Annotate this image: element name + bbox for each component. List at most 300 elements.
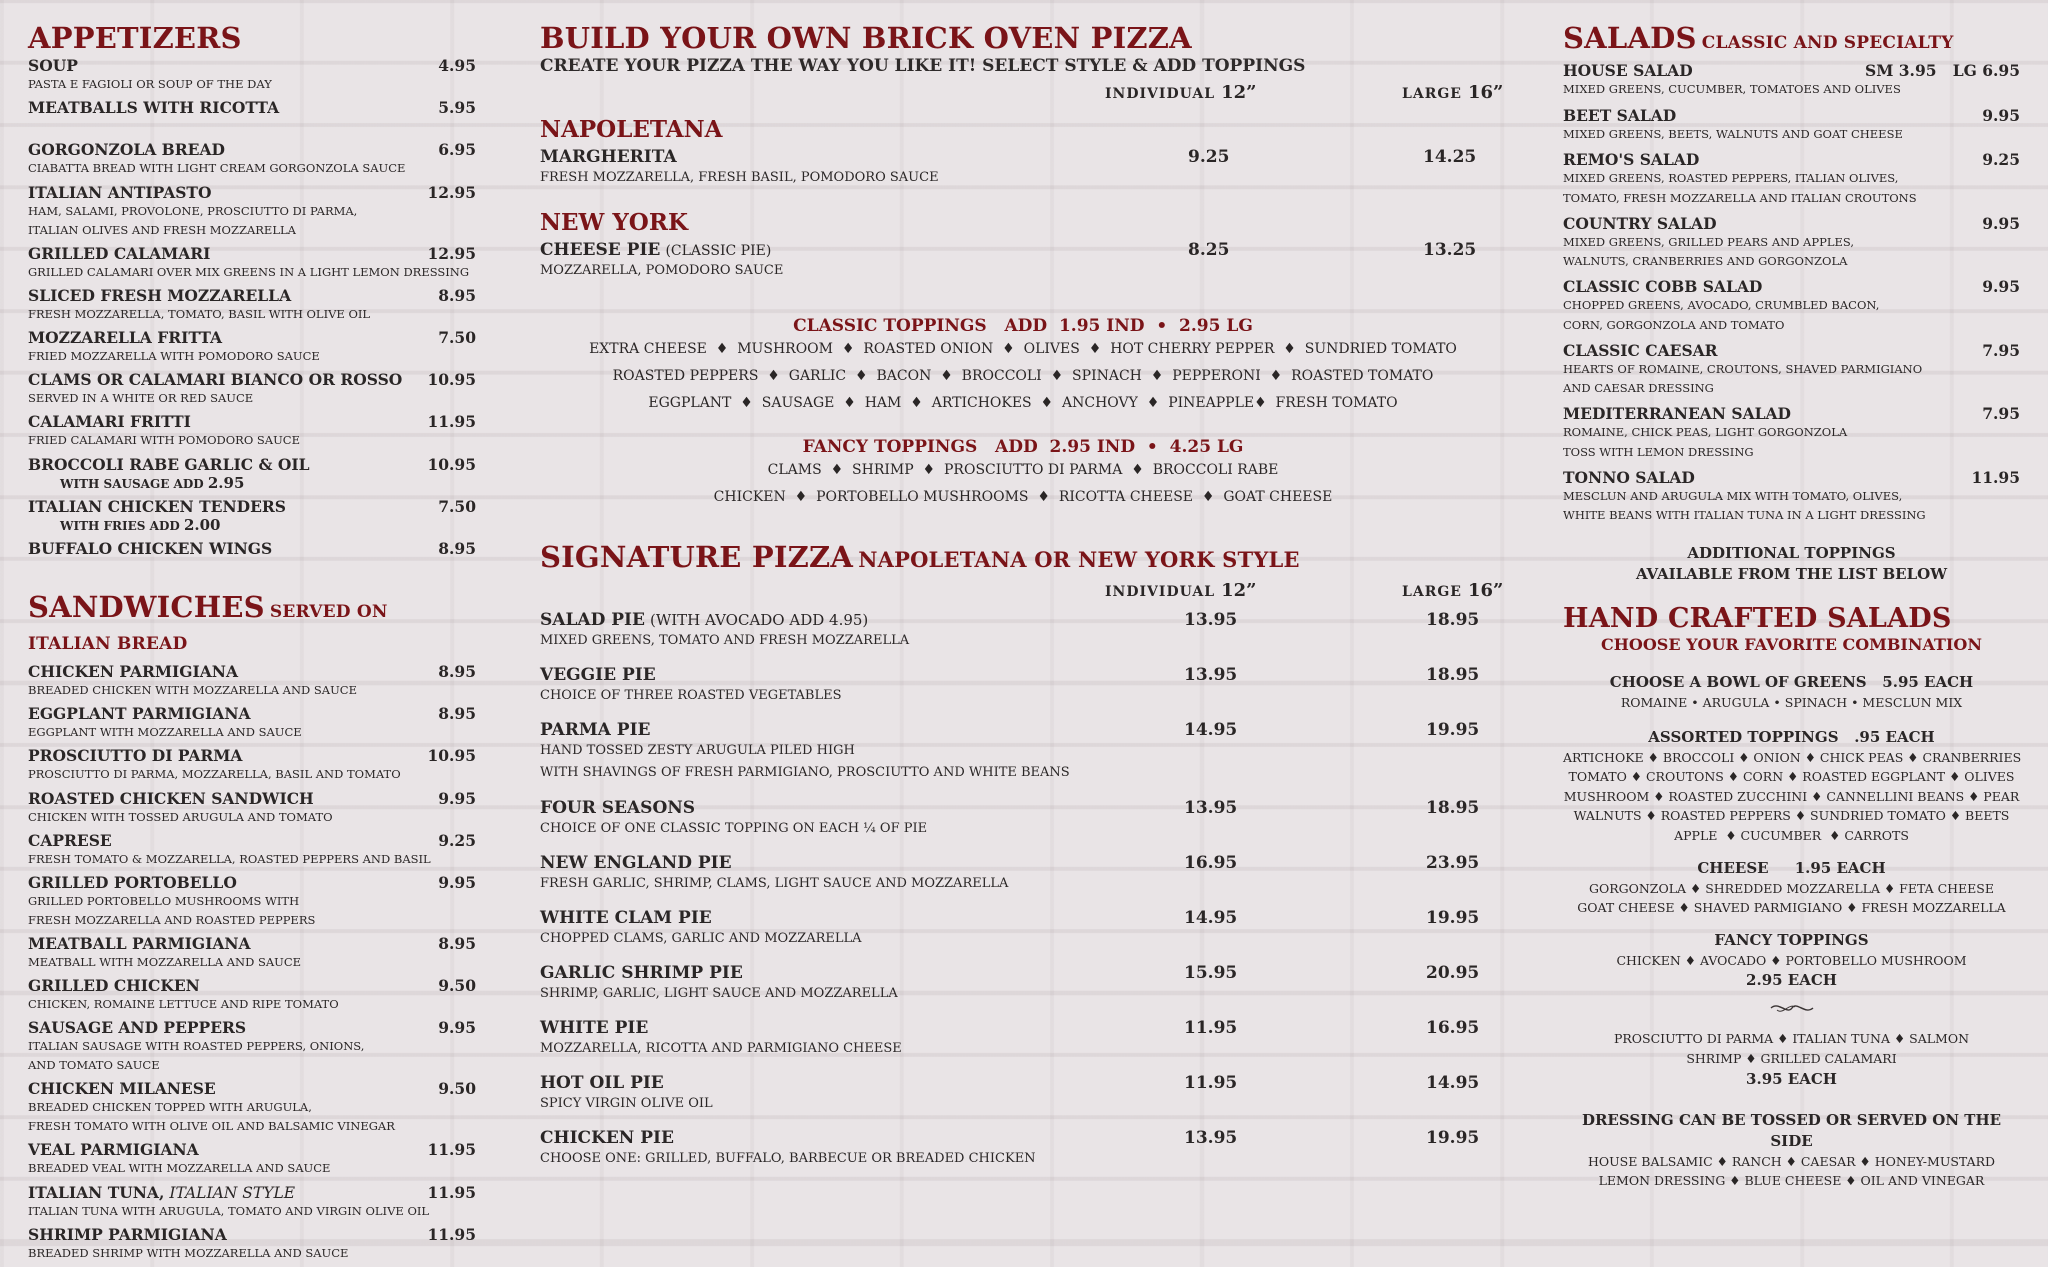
- pizza-desc: CHOOSE ONE: GRILLED, BUFFALO, BARBECUE OR BREADED CHICKEN: [540, 1151, 1036, 1166]
- item-name-text: MOZZARELLA FRITTA: [28, 327, 223, 347]
- sandwiches-heading: [28, 591, 476, 660]
- item-desc: PASTA E FAGIOLI OR SOUP OF THE DAY: [28, 77, 272, 91]
- item-row: [28, 183, 476, 202]
- pizza-name: PARMA PIE: [540, 720, 651, 740]
- item-row: [1563, 404, 2020, 423]
- item-name: REMO'S SALAD: [1563, 150, 1700, 169]
- item-name: CLASSIC COBB SALAD: [1563, 277, 1763, 296]
- item-price: 8.95: [438, 285, 476, 305]
- item-desc: GRILLED PORTOBELLO MUSHROOMS WITH: [28, 894, 300, 908]
- fancy-toppings-list: [540, 457, 1506, 511]
- size-individual: INDIVIDUAL 12”: [1105, 580, 1257, 601]
- menu-item: [28, 56, 476, 98]
- flourish-divider-icon: [1563, 999, 2020, 1021]
- item-name-text: CLAMS OR CALAMARI BIANCO OR ROSSO: [28, 370, 403, 390]
- price-12: 11.95: [1184, 1018, 1238, 1038]
- signature-size-header: [540, 580, 1506, 610]
- pizza-title-row: [540, 963, 1506, 983]
- item-desc: MESCLUN AND ARUGULA MIX WITH TOMATO, OLIVES,: [1563, 488, 1903, 503]
- menu-item: [28, 370, 476, 412]
- item-row: [28, 789, 476, 808]
- item-desc: MIXED GREENS, BEETS, WALNUTS AND GOAT CHEESE: [1563, 126, 1903, 141]
- item-desc: CORN, GORGONZOLA AND TOMATO: [1563, 317, 1785, 332]
- topping-row: SHRIMP ♦ GRILLED CALAMARI: [1686, 1050, 1897, 1066]
- salad-item: [1563, 404, 2020, 468]
- item-name: [28, 934, 251, 953]
- menu-item: [28, 539, 476, 581]
- menu-item: [28, 412, 476, 454]
- item-name: [28, 244, 210, 263]
- price-12: 11.95: [1184, 1073, 1238, 1093]
- item-note-price: 2.00: [183, 515, 221, 534]
- item-price: 7.50: [438, 327, 476, 347]
- classic-toppings-title: CLASSIC TOPPINGS ADD 1.95 IND • 2.95 LG: [793, 316, 1253, 336]
- item-price: 11.95: [427, 1182, 476, 1202]
- pizza-desc: FRESH MOZZARELLA, FRESH BASIL, POMODORO SAUCE: [540, 170, 939, 185]
- item-price: 11.95: [427, 1224, 476, 1244]
- item-row: [28, 328, 476, 347]
- item-price: 6.95: [438, 140, 476, 160]
- signature-pizza: [540, 853, 1506, 908]
- price-12: 16.95: [1184, 853, 1238, 873]
- item-price: 9.95: [1982, 277, 2020, 296]
- item-row: [1563, 61, 2020, 80]
- item-name: [28, 286, 291, 305]
- pizza-title-row: [540, 720, 1506, 740]
- price-16: 19.95: [1426, 720, 1480, 740]
- item-row: [1563, 468, 2020, 487]
- price-12: 13.95: [1184, 665, 1238, 685]
- price-12: 15.95: [1184, 963, 1238, 983]
- item-price: 9.25: [438, 830, 476, 850]
- price-16: 19.95: [1426, 908, 1480, 928]
- item-desc: WALNUTS, CRANBERRIES AND GORGONZOLA: [1563, 254, 1848, 268]
- pizza-desc: CHOPPED CLAMS, GARLIC AND MOZZARELLA: [540, 931, 862, 946]
- menu-item: [28, 1225, 476, 1267]
- item-name-text: MEATBALLS WITH RICOTTA: [28, 98, 280, 118]
- item-note-label: WITH SAUSAGE ADD: [60, 476, 204, 491]
- appetizers-list: [28, 56, 476, 581]
- signature-pizza: [540, 1018, 1506, 1073]
- item-row: [28, 370, 476, 389]
- item-name: [28, 370, 402, 389]
- menu-item: [28, 1079, 476, 1140]
- price-16: 20.95: [1426, 963, 1480, 983]
- menu-item: [28, 455, 476, 497]
- price-12: 9.25: [1188, 147, 1230, 167]
- item-name: [28, 831, 112, 850]
- item-desc: TOSS WITH LEMON DRESSING: [1563, 444, 1754, 459]
- item-name-text: CHICKEN MILANESE: [28, 1079, 216, 1099]
- fancy-salad-block: FANCY TOPPINGS CHICKEN ♦ AVOCADO ♦ PORTOBELLO MUSHROOM 2.95 EACH: [1563, 930, 2020, 992]
- item-name: MEDITERRANEAN SALAD: [1563, 404, 1791, 423]
- item-desc: WHITE BEANS WITH ITALIAN TUNA IN A LIGHT DRESSING: [1563, 508, 1926, 522]
- topping-row: CHICKEN ♦ AVOCADO ♦ PORTOBELLO MUSHROOM: [1616, 952, 1967, 968]
- item-desc: CHOPPED GREENS, AVOCADO, CRUMBLED BACON,: [1563, 298, 1880, 312]
- item-row: [28, 56, 476, 75]
- item-desc: GRILLED CALAMARI OVER MIX GREENS IN A LIGHT LEMON DRESSING: [28, 264, 470, 279]
- item-name-text: BROCCOLI RABE GARLIC & OIL: [28, 454, 310, 474]
- item-row: [28, 244, 476, 263]
- item-name-text: CHICKEN PARMIGIANA: [28, 662, 238, 682]
- salads-list: [1563, 61, 2020, 531]
- item-price: 9.50: [438, 1079, 476, 1099]
- signature-pizza: [540, 908, 1506, 963]
- signature-subtitle: NAPOLETANA OR NEW YORK STYLE: [858, 547, 1300, 572]
- classic-toppings-list: [540, 336, 1506, 417]
- menu-item: [28, 831, 476, 873]
- item-price: 9.50: [438, 976, 476, 996]
- item-price: 10.95: [427, 370, 476, 390]
- item-name: [28, 455, 310, 474]
- price-16: 18.95: [1426, 665, 1480, 685]
- menu-item: [28, 976, 476, 1018]
- signature-title: SIGNATURE PIZZA: [540, 540, 854, 574]
- topping-row: GORGONZOLA ♦ SHREDDED MOZZARELLA ♦ FETA CHEESE: [1588, 880, 1994, 896]
- item-price: 12.95: [427, 182, 476, 202]
- item-price: SM 3.95 LG 6.95: [1865, 61, 2020, 80]
- topping-row: ROASTED PEPPERS ♦ GARLIC ♦ BACON ♦ BROCCOLI ♦ SPINACH ♦ PEPPERONI ♦ ROASTED TOMATO: [612, 368, 1434, 384]
- cheese-block: CHEESE 1.95 EACH GORGONZOLA ♦ SHREDDED MOZZARELLA ♦ FETA CHEESE GOAT CHEESE ♦ SHAVED PARMIGIANO ♦ FRESH MOZZARELLA: [1563, 858, 2020, 918]
- salad-item: [1563, 214, 2020, 278]
- assorted-block: ASSORTED TOPPINGS .95 EACH ARTICHOKE ♦ BROCCOLI ♦ ONION ♦ CHICK PEAS ♦ CRANBERRIES TOMATO ♦ CROUTONS ♦ CORN ♦ ROASTED EGGPLANT ♦ OLIVES MUSHROOM ♦ ROASTED ZUCCHINI ♦ CANNELLINI BEANS ♦ PEAR WALNUTS ♦ ROASTED PEPPERS ♦ SUNDRIED TOMATO ♦ BEETS APPLE ♦ CUCUMBER ♦ CARROTS: [1563, 727, 2020, 846]
- size-individual: INDIVIDUAL 12”: [1105, 82, 1257, 103]
- pizza-name: GARLIC SHRIMP PIE: [540, 963, 743, 983]
- topping-row: ARTICHOKE ♦ BROCCOLI ♦ ONION ♦ CHICK PEAS ♦ CRANBERRIES: [1563, 749, 2022, 765]
- menu-item: [28, 183, 476, 244]
- item-row: [1563, 106, 2020, 125]
- item-desc: MEATBALL WITH MOZZARELLA AND SAUCE: [28, 955, 302, 969]
- pizza-desc: SPICY VIRGIN OLIVE OIL: [540, 1096, 713, 1111]
- item-name: [28, 1183, 295, 1202]
- build-size-header: [540, 82, 1506, 112]
- signature-pizza: [540, 798, 1506, 853]
- signature-pizza: [540, 1073, 1506, 1128]
- item-name: [28, 1140, 199, 1159]
- item-row: [28, 1018, 476, 1037]
- price-16: 14.95: [1426, 1073, 1480, 1093]
- item-name-text: GORGONZOLA BREAD: [28, 140, 225, 160]
- item-name: [28, 539, 272, 558]
- menu-item: [28, 1140, 476, 1182]
- item-row: [28, 1183, 476, 1202]
- price-16: 14.25: [1423, 147, 1477, 167]
- item-row: [28, 1225, 476, 1244]
- item-price: 9.95: [438, 788, 476, 808]
- item-name: [28, 328, 222, 347]
- topping-row: MUSHROOM ♦ ROASTED ZUCCHINI ♦ CANNELLINI BEANS ♦ PEAR: [1563, 788, 2020, 804]
- salads-heading: [1563, 22, 2020, 59]
- pizza-desc: MOZZARELLA, RICOTTA AND PARMIGIANO CHEESE: [540, 1041, 902, 1056]
- size-large: LARGE 16”: [1402, 580, 1504, 601]
- signature-pizza: [540, 963, 1506, 1018]
- item-name-text: SOUP: [28, 56, 78, 75]
- item-name-text: CAPRESE: [28, 830, 112, 850]
- item-price: 7.95: [1982, 404, 2020, 423]
- pizza-name: HOT OIL PIE: [540, 1073, 664, 1093]
- item-name: [28, 140, 225, 159]
- item-row: [28, 140, 476, 159]
- item-price: 8.95: [438, 704, 476, 724]
- item-name: [28, 98, 279, 117]
- pizza-title-row: [540, 908, 1506, 928]
- item-desc: CIABATTA BREAD WITH LIGHT CREAM GORGONZOLA SAUCE: [28, 161, 406, 176]
- pizza-name: NEW ENGLAND PIE: [540, 853, 732, 873]
- item-name-italic: ITALIAN STYLE: [169, 1183, 296, 1202]
- price-12: 14.95: [1184, 720, 1238, 740]
- menu-item: [28, 286, 476, 328]
- menu-item: [28, 328, 476, 370]
- item-price: 7.95: [1982, 340, 2020, 360]
- topping-row: CHICKEN ♦ PORTOBELLO MUSHROOMS ♦ RICOTTA CHEESE ♦ GOAT CHEESE: [713, 489, 1333, 505]
- item-desc: MIXED GREENS, CUCUMBER, TOMATOES AND OLIVES: [1563, 82, 1901, 96]
- fancy-toppings-title: FANCY TOPPINGS ADD 2.95 IND • 4.25 LG: [802, 437, 1244, 457]
- menu-item: [28, 789, 476, 831]
- pizza-desc: MIXED GREENS, TOMATO AND FRESH MOZZARELLA: [540, 633, 910, 648]
- item-row: [1563, 214, 2020, 233]
- item-row: [28, 831, 476, 850]
- price-12: 13.95: [1184, 610, 1238, 630]
- pizza-desc: FRESH GARLIC, SHRIMP, CLAMS, LIGHT SAUCE AND MOZZARELLA: [540, 876, 1009, 891]
- item-price: 8.95: [438, 934, 476, 953]
- napoletana-title: NAPOLETANA: [540, 116, 723, 143]
- item-price: 11.95: [427, 412, 476, 432]
- menu-item: [28, 140, 476, 182]
- item-note: [60, 474, 476, 492]
- item-desc: AND CAESAR DRESSING: [1563, 381, 1714, 395]
- item-name: [28, 976, 200, 995]
- pizza-name: CHICKEN PIE: [540, 1128, 674, 1148]
- sandwiches-list: [28, 662, 476, 1267]
- item-note-label: WITH FRIES ADD: [60, 518, 180, 533]
- item-name-text: PROSCIUTTO DI PARMA: [28, 746, 243, 766]
- pizza-margherita: [540, 147, 1506, 189]
- topping-row: TOMATO ♦ CROUTONS ♦ CORN ♦ ROASTED EGGPLANT ♦ OLIVES: [1568, 769, 2015, 785]
- price-16: 16.95: [1426, 1018, 1480, 1038]
- signature-pizza: [540, 610, 1506, 665]
- item-row: [28, 873, 476, 892]
- salad-item: [1563, 106, 2020, 151]
- item-row: [28, 286, 476, 305]
- item-price: 9.95: [1982, 105, 2020, 125]
- menu-item: [28, 873, 476, 934]
- item-desc: HAM, SALAMI, PROVOLONE, PROSCIUTTO DI PARMA,: [28, 203, 358, 218]
- pizza-title-row: [540, 1018, 1506, 1038]
- pizza-desc: MOZZARELLA, POMODORO SAUCE: [540, 263, 784, 278]
- pizza-title-row: [540, 1073, 1506, 1093]
- item-name-text: VEAL PARMIGIANA: [28, 1140, 199, 1160]
- salad-item: [1563, 468, 2020, 532]
- item-name: [28, 56, 78, 75]
- topping-row: APPLE ♦ CUCUMBER ♦ CARROTS: [1674, 827, 1909, 843]
- item-name-text: GRILLED CALAMARI: [28, 243, 211, 263]
- menu-item: [28, 1183, 476, 1225]
- salad-item: [1563, 150, 2020, 214]
- size-large: LARGE 16”: [1402, 82, 1504, 103]
- item-price: 11.95: [1971, 467, 2020, 487]
- item-desc: MIXED GREENS, GRILLED PEARS AND APPLES,: [1563, 234, 1854, 249]
- price-16: 18.95: [1426, 610, 1480, 630]
- item-desc: BREADED CHICKEN WITH MOZZARELLA AND SAUCE: [28, 683, 357, 698]
- pizza-name: VEGGIE PIE: [540, 665, 656, 685]
- item-price: 8.95: [438, 662, 476, 682]
- item-note-price: 2.95: [207, 473, 245, 492]
- item-row: [1563, 150, 2020, 169]
- topping-row: WALNUTS ♦ ROASTED PEPPERS ♦ SUNDRIED TOMATO ♦ BEETS: [1573, 808, 2010, 824]
- pizza-title-row: [540, 665, 1506, 685]
- sandwiches-title: SANDWICHES: [28, 590, 265, 625]
- premium-block: PROSCIUTTO DI PARMA ♦ ITALIAN TUNA ♦ SALMON SHRIMP ♦ GRILLED CALAMARI 3.95 EACH: [1563, 1029, 2020, 1089]
- item-price: 9.95: [438, 1018, 476, 1038]
- item-price: 5.95: [438, 98, 476, 118]
- item-name: [28, 873, 237, 892]
- item-price: 11.95: [427, 1140, 476, 1160]
- item-desc: ROMAINE, CHICK PEAS, LIGHT GORGONZOLA: [1563, 425, 1848, 439]
- center-column: [540, 22, 1506, 1183]
- item-name: [28, 1225, 227, 1244]
- item-name: CLASSIC CAESAR: [1563, 340, 1718, 360]
- item-name: TONNO SALAD: [1563, 467, 1695, 487]
- item-row: [28, 662, 476, 681]
- menu-item: [28, 934, 476, 976]
- salad-item: [1563, 61, 2020, 106]
- item-desc: FRIED MOZZARELLA WITH POMODORO SAUCE: [28, 348, 320, 363]
- item-name-text: MEATBALL PARMIGIANA: [28, 934, 251, 953]
- item-desc: TOMATO, FRESH MOZZARELLA AND ITALIAN CROUTONS: [1563, 190, 1917, 205]
- pizza-desc: HAND TOSSED ZESTY ARUGULA PILED HIGH: [540, 743, 855, 758]
- item-desc: SERVED IN A WHITE OR RED SAUCE: [28, 391, 254, 406]
- item-desc: CHICKEN, ROMAINE LETTUCE AND RIPE TOMATO: [28, 997, 339, 1012]
- pizza-desc: CHOICE OF ONE CLASSIC TOPPING ON EACH ¼ OF PIE: [540, 821, 928, 836]
- item-name-text: ITALIAN CHICKEN TENDERS: [28, 496, 286, 516]
- pizza-title-row: [540, 1128, 1506, 1148]
- item-price: 12.95: [427, 243, 476, 263]
- item-desc: MIXED GREENS, ROASTED PEPPERS, ITALIAN OLIVES,: [1563, 171, 1899, 185]
- item-row: [28, 455, 476, 474]
- salads-subtitle: CLASSIC AND SPECIALTY: [1701, 33, 1954, 53]
- item-row: [28, 539, 476, 558]
- item-price: 10.95: [427, 454, 476, 474]
- pizza-title-row: [540, 853, 1506, 873]
- price-12: 8.25: [1188, 240, 1230, 260]
- item-name: BEET SALAD: [1563, 105, 1677, 125]
- price-16: 19.95: [1426, 1128, 1480, 1148]
- item-price: 10.95: [427, 746, 476, 766]
- item-desc: AND TOMATO SAUCE: [28, 1058, 160, 1073]
- item-name-text: ITALIAN ANTIPASTO: [28, 182, 212, 202]
- topping-row: LEMON DRESSING ♦ BLUE CHEESE ♦ OIL AND VINEGAR: [1598, 1173, 1985, 1189]
- pizza-name: MARGHERITA: [540, 147, 677, 167]
- item-name-text: GRILLED CHICKEN: [28, 976, 200, 996]
- item-name-text: BUFFALO CHICKEN WINGS: [28, 538, 273, 558]
- item-desc: ITALIAN TUNA WITH ARUGULA, TOMATO AND VIRGIN OLIVE OIL: [28, 1203, 430, 1218]
- item-note: [60, 516, 476, 534]
- handcrafted-subtitle: CHOOSE YOUR FAVORITE COMBINATION: [1601, 635, 1982, 654]
- salad-item: [1563, 277, 2020, 341]
- price-16: 13.25: [1423, 240, 1477, 260]
- item-name-text: GRILLED PORTOBELLO: [28, 873, 237, 892]
- fancy-toppings: [540, 437, 1506, 511]
- menu-item: [28, 746, 476, 788]
- item-name-text: SHRIMP PARMIGIANA: [28, 1224, 227, 1244]
- left-column: [28, 22, 476, 1267]
- item-desc: FRIED CALAMARI WITH POMODORO SAUCE: [28, 433, 300, 448]
- item-row: [28, 704, 476, 723]
- item-name-text: ITALIAN TUNA,: [28, 1182, 165, 1202]
- greens-block: CHOOSE A BOWL OF GREENS 5.95 EACH ROMAINE • ARUGULA • SPINACH • MESCLUN MIX: [1609, 673, 1974, 710]
- menu-item: [28, 244, 476, 286]
- build-title: BUILD YOUR OWN BRICK OVEN PIZZA: [540, 21, 1192, 55]
- salads-title: SALADS: [1563, 21, 1697, 55]
- item-price: 9.25: [1982, 150, 2020, 169]
- item-desc: BREADED VEAL WITH MOZZARELLA AND SAUCE: [28, 1161, 331, 1176]
- signature-list: [540, 610, 1506, 1183]
- menu-item: [28, 497, 476, 539]
- item-name: [28, 1018, 246, 1037]
- pizza-desc: CHOICE OF THREE ROASTED VEGETABLES: [540, 688, 842, 703]
- item-name: [28, 183, 211, 202]
- item-desc: ITALIAN OLIVES AND FRESH MOZZARELLA: [28, 222, 296, 237]
- salad-item: [1563, 341, 2020, 405]
- item-name: [28, 412, 191, 431]
- signature-pizza: [540, 665, 1506, 720]
- item-desc: CHICKEN WITH TOSSED ARUGULA AND TOMATO: [28, 809, 333, 824]
- pizza-name-note: (WITH AVOCADO ADD 4.95): [649, 611, 869, 629]
- menu-item: [28, 1018, 476, 1079]
- item-desc: FRESH TOMATO & MOZZARELLA, ROASTED PEPPERS AND BASIL: [28, 851, 431, 866]
- signature-heading: [540, 541, 1506, 576]
- menu-item: [28, 662, 476, 704]
- item-name-text: ROASTED CHICKEN SANDWICH: [28, 788, 314, 808]
- item-name: COUNTRY SALAD: [1563, 213, 1717, 233]
- build-subtitle: CREATE YOUR PIZZA THE WAY YOU LIKE IT! SELECT STYLE & ADD TOPPINGS: [540, 56, 1306, 76]
- pizza-name: SALAD PIE: [540, 610, 645, 630]
- additional-toppings-note: ADDITIONAL TOPPINGS AVAILABLE FROM THE LIST BELOW: [1635, 544, 1948, 583]
- item-desc: BREADED SHRIMP WITH MOZZARELLA AND SAUCE: [28, 1245, 349, 1260]
- dressing-block: DRESSING CAN BE TOSSED OR SERVED ON THE SIDE HOUSE BALSAMIC ♦ RANCH ♦ CAESAR ♦ HONEY-MUSTARD LEMON DRESSING ♦ BLUE CHEESE ♦ OIL AND VINEGAR: [1563, 1110, 2020, 1191]
- handcrafted-title: HAND CRAFTED SALADS: [1563, 603, 1952, 634]
- item-name: [28, 1079, 216, 1098]
- appetizers-title: APPETIZERS: [28, 21, 242, 55]
- item-desc: FRESH TOMATO WITH OLIVE OIL AND BALSAMIC VINEGAR: [28, 1119, 395, 1134]
- pizza-name: WHITE PIE: [540, 1018, 649, 1038]
- item-row: [28, 1079, 476, 1098]
- item-name: [28, 704, 251, 723]
- pizza-name: WHITE CLAM PIE: [540, 908, 712, 928]
- item-desc: EGGPLANT WITH MOZZARELLA AND SAUCE: [28, 725, 302, 740]
- item-name: [28, 789, 314, 808]
- item-price: 8.95: [438, 538, 476, 558]
- item-name-text: SLICED FRESH MOZZARELLA: [28, 285, 292, 305]
- item-row: [28, 497, 476, 516]
- item-row: [28, 976, 476, 995]
- item-name-text: CALAMARI FRITTI: [28, 412, 191, 432]
- handcrafted-section: [1563, 603, 2020, 1191]
- pizza-name: FOUR SEASONS: [540, 798, 696, 818]
- price-12: 14.95: [1184, 908, 1238, 928]
- item-row: [28, 98, 476, 117]
- pizza-desc: WITH SHAVINGS OF FRESH PARMIGIANO, PROSCIUTTO AND WHITE BEANS: [540, 765, 1070, 780]
- item-desc: FRESH MOZZARELLA, TOMATO, BASIL WITH OLIVE OIL: [28, 306, 371, 321]
- menu-item: [28, 704, 476, 746]
- price-16: 23.95: [1426, 853, 1480, 873]
- classic-toppings: [540, 316, 1506, 417]
- item-price: 7.50: [438, 496, 476, 516]
- item-price: 9.95: [438, 873, 476, 892]
- topping-row: GOAT CHEESE ♦ SHAVED PARMIGIANO ♦ FRESH MOZZARELLA: [1577, 900, 2006, 916]
- sandwiches-subtitle: SERVED ON ITALIAN BREAD: [28, 602, 388, 655]
- pizza-name: CHEESE PIE: [540, 240, 661, 260]
